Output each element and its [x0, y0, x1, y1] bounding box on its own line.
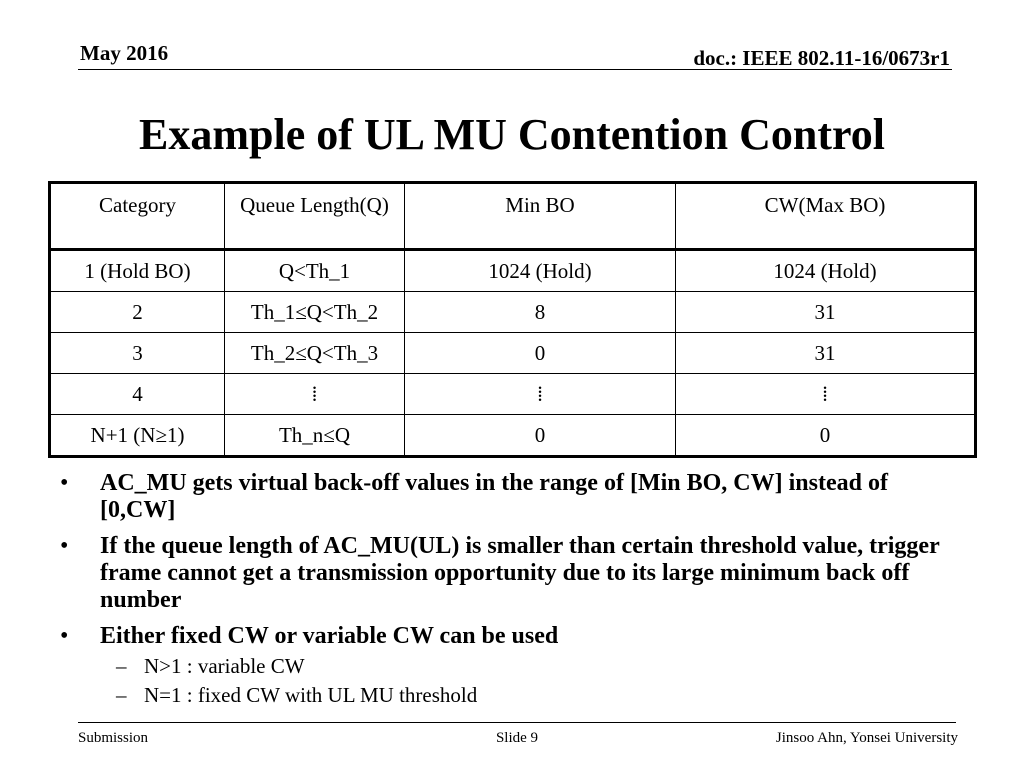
cell-cw: 31 [676, 292, 976, 333]
header-min-bo: Min BO [405, 183, 676, 250]
cell-queue-length: ⁞ [225, 374, 405, 415]
bullet-marker: • [60, 470, 69, 496]
cell-queue-length: Q<Th_1 [225, 250, 405, 292]
cell-category: 4 [50, 374, 225, 415]
cell-category: 1 (Hold BO) [50, 250, 225, 292]
sub-bullet-marker: – [116, 654, 127, 678]
table-row [50, 333, 976, 374]
cell-category: N+1 (N≥1) [50, 415, 225, 457]
sub-bullet-text: N>1 : variable CW [144, 654, 305, 678]
header-cw-max-bo: CW(Max BO) [676, 183, 976, 250]
slide-title: Example of UL MU Contention Control [139, 110, 885, 159]
footer-author: Jinsoo Ahn, Yonsei University [775, 730, 958, 746]
table-row [50, 374, 976, 415]
sub-bullet-item [56, 681, 956, 710]
footer-slide-number: Slide 9 [495, 730, 539, 746]
table-row [50, 292, 976, 333]
sub-bullet-item [56, 652, 956, 681]
header-doc-id: doc.: IEEE 802.11-16/0673r1 [693, 46, 950, 70]
cell-min-bo: ⁞ [405, 374, 676, 415]
table-row [50, 415, 976, 457]
header-queue-length: Queue Length(Q) [225, 183, 405, 250]
cell-queue-length: Th_1≤Q<Th_2 [225, 292, 405, 333]
cell-min-bo: 0 [405, 415, 676, 457]
cell-category: 2 [50, 292, 225, 333]
header-divider [78, 69, 952, 70]
table-row [50, 250, 976, 292]
bullet-item [56, 533, 956, 614]
cell-min-bo: 0 [405, 333, 676, 374]
sub-bullet-marker: – [116, 683, 127, 707]
header-category: Category [50, 183, 225, 250]
bullet-item [56, 623, 956, 650]
contention-table [48, 181, 977, 458]
footer-divider [78, 722, 956, 723]
cell-cw: 1024 (Hold) [676, 250, 976, 292]
cell-cw: ⁞ [676, 374, 976, 415]
bullet-marker: • [60, 623, 69, 649]
cell-queue-length: Th_n≤Q [225, 415, 405, 457]
table-header-row [50, 183, 976, 250]
cell-cw: 31 [676, 333, 976, 374]
bullet-text: If the queue length of AC_MU(UL) is smaller than certain threshold value, trigger frame cannot get a transmission opportunity due to its large minimum back off number [100, 533, 940, 613]
cell-category: 3 [50, 333, 225, 374]
footer-submission: Submission [78, 730, 149, 746]
cell-cw: 0 [676, 415, 976, 457]
sub-bullet-text: N=1 : fixed CW with UL MU threshold [144, 683, 478, 707]
bullet-text: AC_MU gets virtual back-off values in the range of [Min BO, CW] instead of [0,CW] [100, 470, 888, 523]
bullet-item [56, 470, 956, 524]
bullet-text: Either fixed CW or variable CW can be used [100, 623, 559, 649]
cell-min-bo: 1024 (Hold) [405, 250, 676, 292]
cell-min-bo: 8 [405, 292, 676, 333]
cell-queue-length: Th_2≤Q<Th_3 [225, 333, 405, 374]
bullet-list [56, 470, 956, 710]
header-date: May 2016 [80, 41, 169, 65]
bullet-marker: • [60, 533, 69, 559]
